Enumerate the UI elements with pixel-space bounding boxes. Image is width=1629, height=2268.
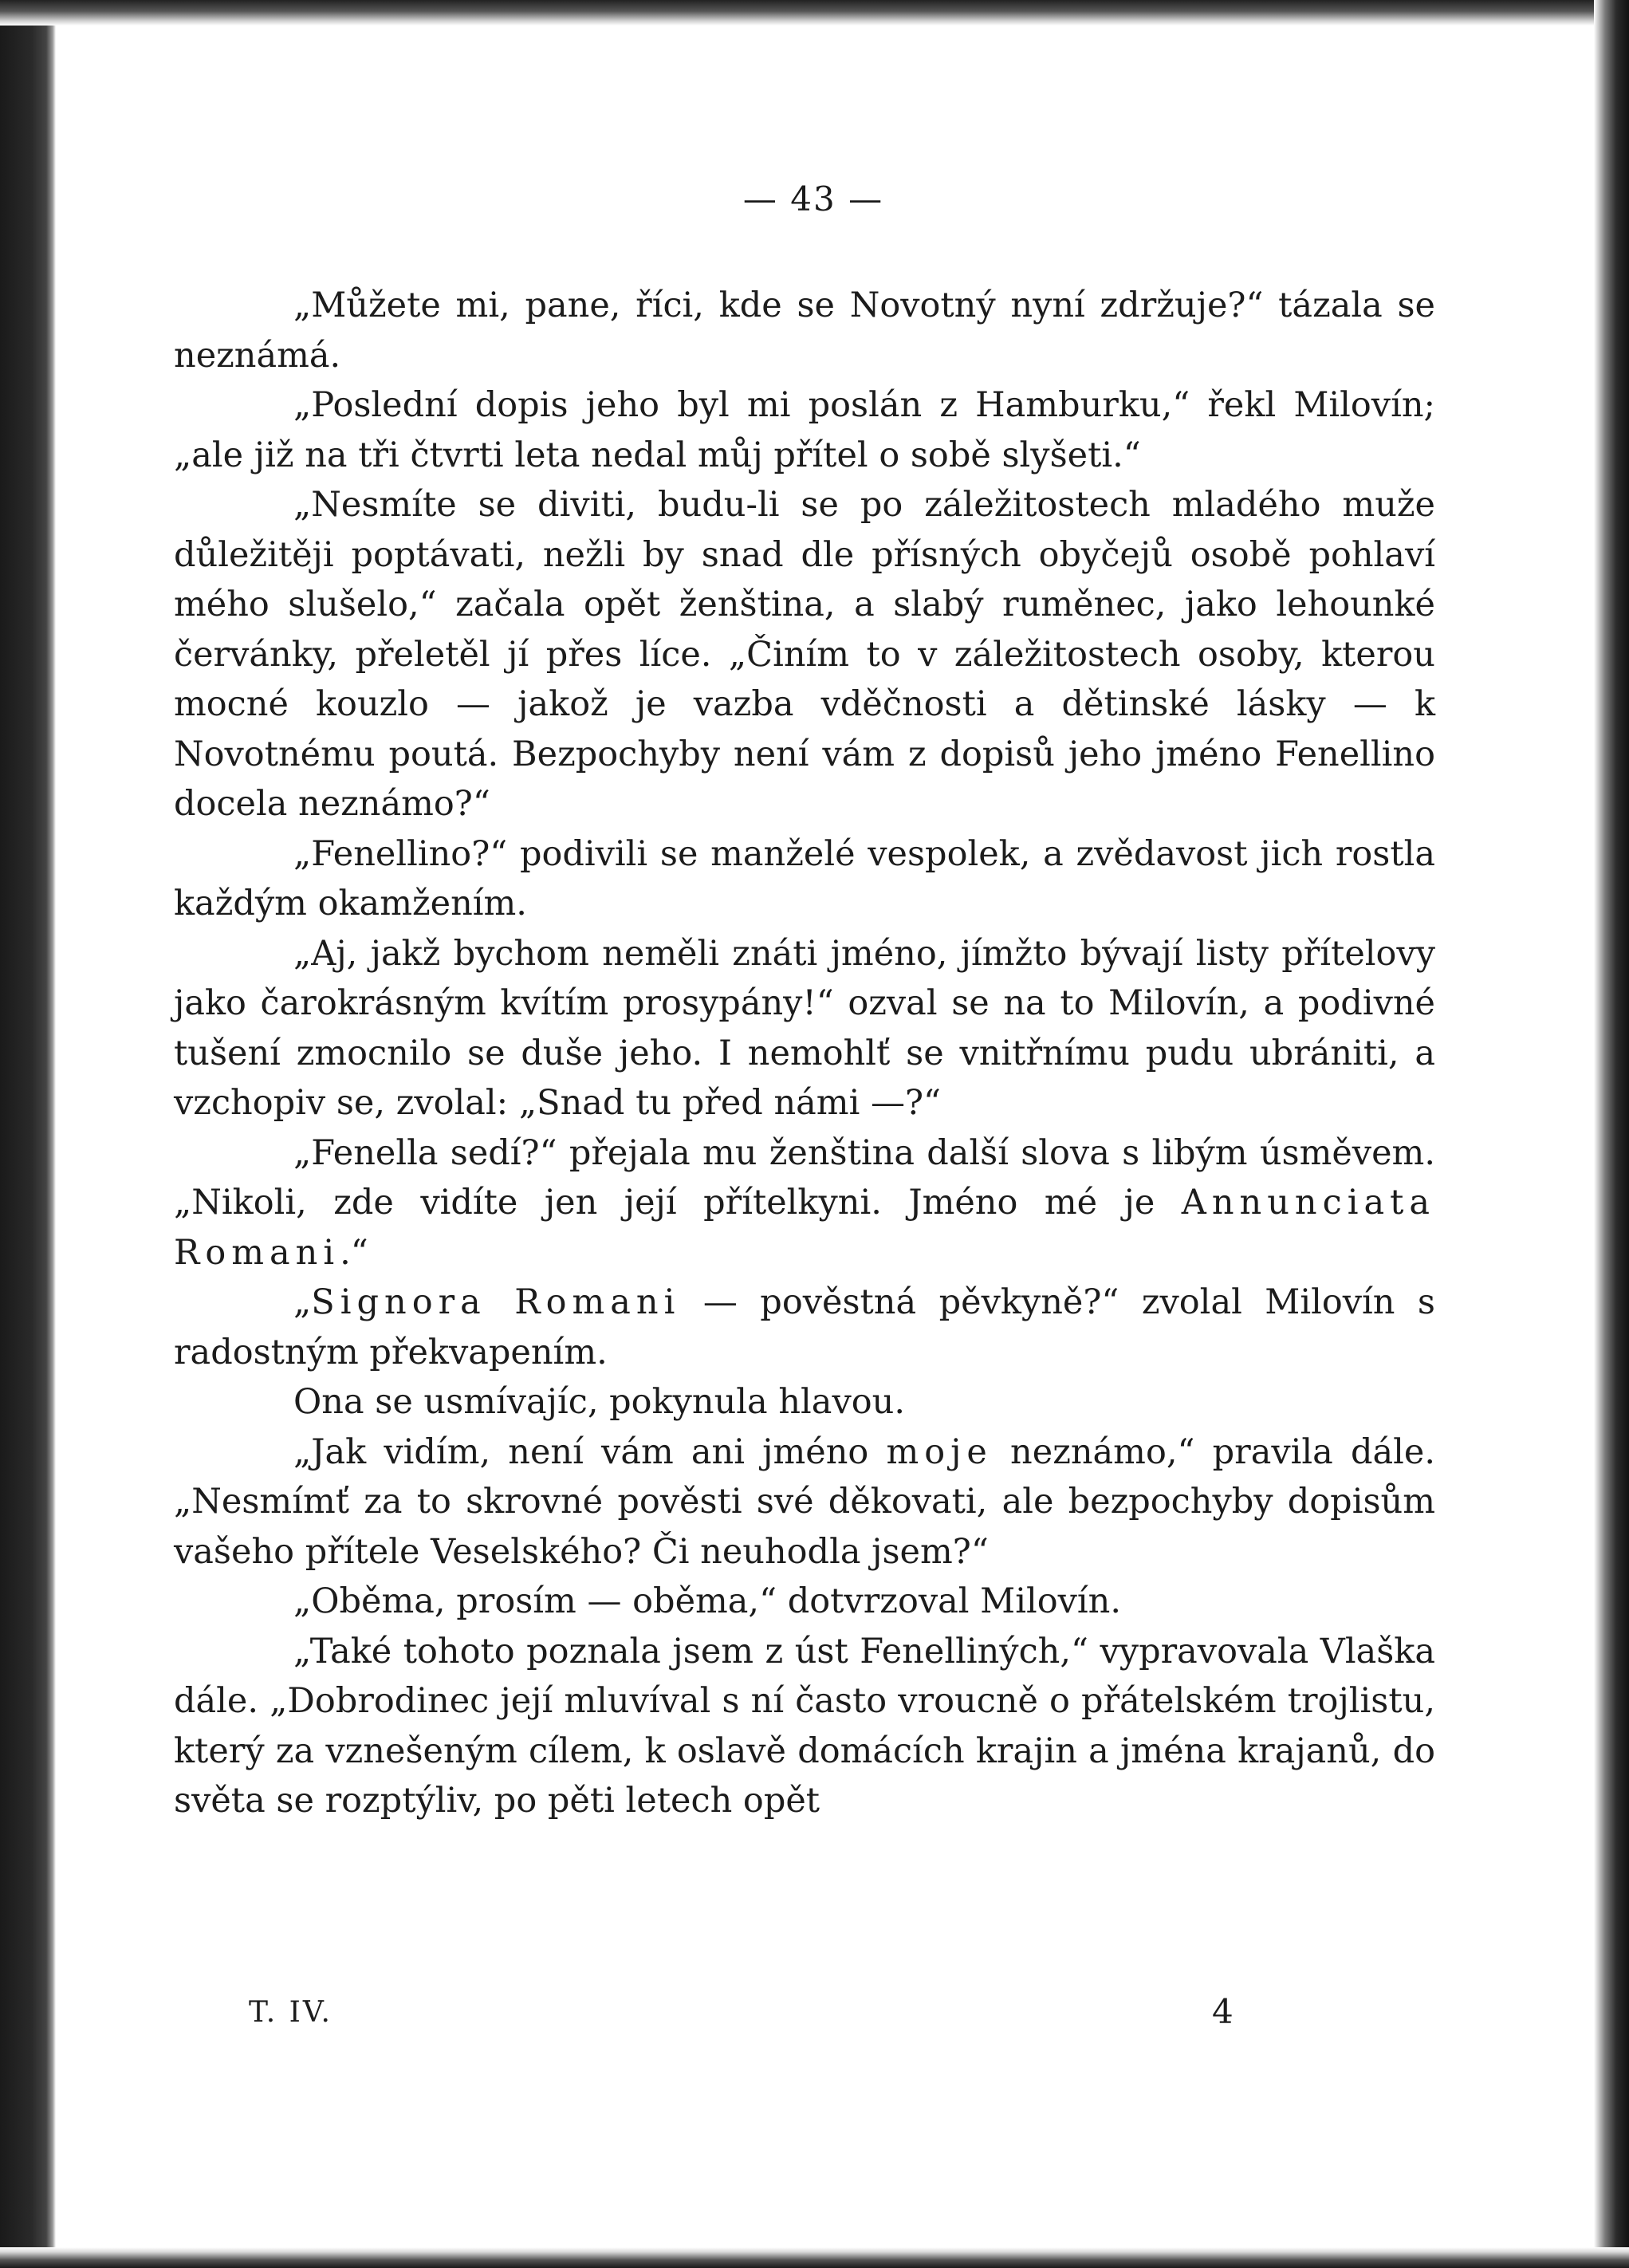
text-segment: „Oběma, prosím — oběma,“ dotvrzoval Milovín. (293, 1581, 1122, 1621)
page-top-edge (0, 0, 1629, 26)
text-segment: neznámo,“ pravila dále. „Nesmímť za to skrovné pověsti své děkovati, ale bezpochyby dopisům vašeho přítele Veselského? Či neuhodla jsem?“ (174, 1431, 1435, 1572)
printer-signature: T. IV. (249, 1996, 332, 2029)
text-segment: „Poslední dopis jeho byl mi poslán z Hamburku,“ řekl Milovín; „ale již na tři čtvrti leta nedal můj přítel o sobě slyšeti.“ (174, 385, 1435, 475)
text-segment: „Nesmíte se diviti, budu-li se po záležitostech mladého muže důležitěji poptávati, nežli by snad dle přísných obyčejů osobě pohlaví mého slušelo,“ začala opět ženština, a slabý ruměnec, jako lehounké červánky, přeletěl jí přes líce. „Činím to v záležitostech osoby, kterou mocné kouzlo — jakož je vazba vděčnosti a dětinské lásky — k Novotnému poutá. Bezpochyby není vám z dopisů jeho jméno Fenellino docela neznámo?“ (174, 485, 1435, 824)
paragraph (174, 281, 1435, 380)
signature-number: 4 (1212, 1992, 1234, 2031)
text-segment: „Aj, jakž bychom neměli znáti jméno, jímžto bývají listy přítelovy jako čarokrásným kvítím prosypány!“ ozval se na to Milovín, a podivné tušení zmocnilo se duše jeho. I nemohlť se vnitřnímu pudu ubrániti, a vzchopiv se, zvolal: „Snad tu před námi —?“ (174, 933, 1435, 1123)
paragraph (174, 829, 1435, 929)
paragraph (174, 1128, 1435, 1278)
text-segment: „Jak vidím, není vám ani jméno (293, 1431, 887, 1472)
text-segment: „Můžete mi, pane, říci, kde se Novotný nyní zdržuje?“ tázala se neznámá. (174, 285, 1435, 376)
page-bottom-edge (0, 2247, 1629, 2268)
text-segment: „Také tohoto poznala jsem z úst Fenelliných,“ vypravovala Vlaška dále. „Dobrodinec její mluvíval s ní často vroucně o přátelském trojlistu, který za vznešeným cílem, k oslavě domácích krajin a jména krajanů, do světa se rozptýliv, po pěti letech opět (174, 1631, 1435, 1821)
text-segment: — pověstná pěvkyně?“ zvolal Milovín s radostným překvapením. (174, 1282, 1435, 1372)
body-text (174, 281, 1435, 1826)
text-segment: „ (293, 1282, 312, 1322)
spaced-name: Annunciata Romani (174, 1183, 1435, 1273)
paragraph (174, 1427, 1435, 1577)
text-segment: .“ (340, 1232, 368, 1273)
page-right-edge (1594, 0, 1629, 2268)
paragraph (174, 929, 1435, 1128)
paragraph (174, 1377, 1435, 1427)
text-segment: „Fenellino?“ podivili se manželé vespolek, a zvědavost jich rostla každým okamžením. (174, 833, 1435, 923)
paragraph (174, 1577, 1435, 1627)
book-spine-shadow (0, 0, 56, 2268)
paragraph (174, 380, 1435, 480)
paragraph (174, 1278, 1435, 1377)
text-segment: Ona se usmívajíc, pokynula hlavou. (293, 1382, 905, 1422)
spaced-name: Signora Romani (311, 1282, 681, 1322)
spaced-emphasis: moje (886, 1431, 993, 1472)
page-number: — 43 — (742, 179, 884, 219)
text-segment: „Fenella sedí?“ přejala mu ženština další slova s libým úsměvem. „Nikoli, zde vidíte jen její přítelkyni. Jméno mé je (174, 1132, 1435, 1223)
paragraph (174, 480, 1435, 829)
paragraph (174, 1627, 1435, 1826)
